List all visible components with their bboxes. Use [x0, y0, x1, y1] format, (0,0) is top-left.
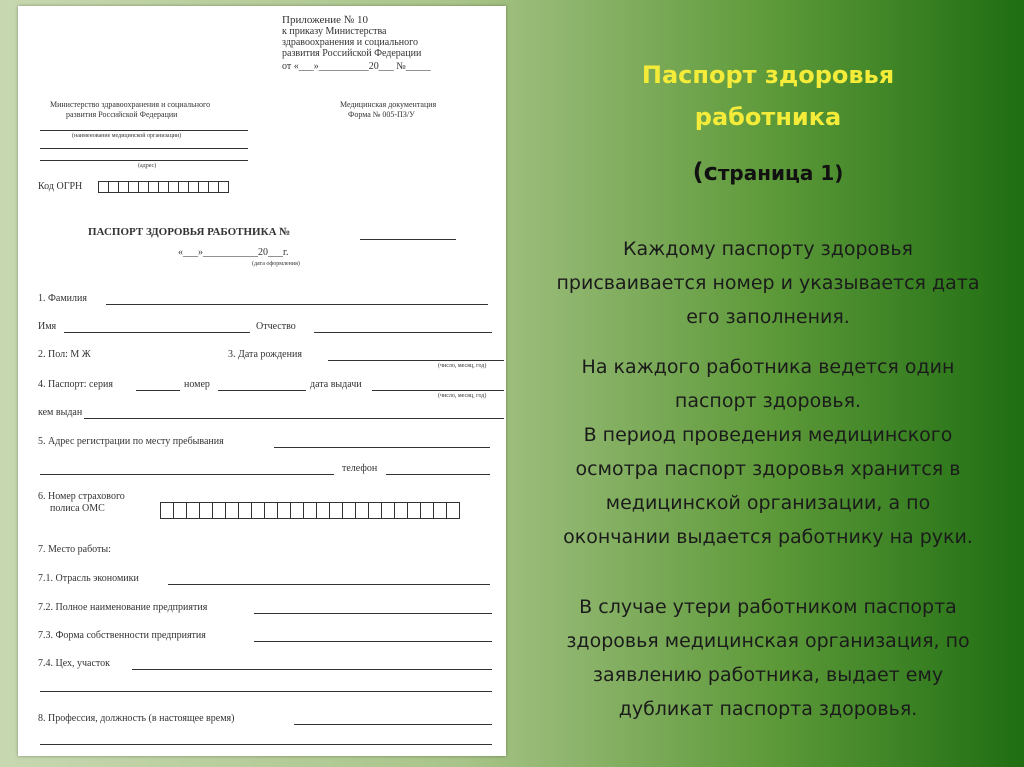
field-8-label: 8. Профессия, должность (в настоящее время): [38, 713, 235, 724]
policy-boxes: [160, 502, 459, 519]
medical-doc-line: Медицинская документация: [340, 100, 437, 109]
field-policy-label: 6. Номер страхового: [38, 491, 125, 502]
field-7-4-label: 7.4. Цех, участок: [38, 658, 111, 669]
field-policy-label: полиса ОМС: [50, 503, 105, 514]
field-issued-by-label: кем выдан: [38, 407, 83, 418]
caption-dmy: (число, месяц, год): [438, 363, 487, 369]
medical-doc-line: Форма № 005-ПЗ/У: [348, 110, 415, 119]
appendix-line: Приложение № 10: [282, 14, 369, 26]
appendix-line: от «___»__________20___ №_____: [282, 61, 431, 72]
field-workplace-label: 7. Место работы:: [38, 544, 111, 555]
panel-title-line: Паспорт здоровья: [641, 61, 895, 89]
paragraph-numbering: Каждому паспорту здоровья присваивается номер и указывается дата его заполнения.: [556, 238, 980, 328]
field-surname-label: 1. Фамилия: [38, 293, 87, 304]
field-name-label: Имя: [38, 321, 57, 332]
appendix-line: к приказу Министерства: [282, 26, 387, 37]
ministry-line: Министерство здравоохранения и социального: [50, 100, 211, 109]
ogrn-boxes: [98, 181, 228, 193]
field-birth-label: 3. Дата рождения: [228, 349, 302, 360]
date-caption: (дата оформления): [252, 261, 300, 267]
ogrn-label: Код ОГРН: [38, 181, 83, 192]
appendix-line: развития Российской Федерации: [282, 48, 422, 59]
field-patronymic-label: Отчество: [256, 321, 296, 332]
form-title: ПАСПОРТ ЗДОРОВЬЯ РАБОТНИКА №: [88, 226, 291, 238]
field-number-label: номер: [184, 379, 210, 390]
description-panel: [512, 0, 1024, 767]
passport-form-scan: [18, 6, 506, 756]
field-address-label: 5. Адрес регистрации по месту пребывания: [38, 436, 224, 447]
org-caption: (наименование медицинской организации): [72, 133, 182, 139]
field-issue-date-label: дата выдачи: [310, 379, 362, 390]
panel-subtitle: (страница 1): [692, 158, 844, 186]
appendix-line: здравоохранения и социального: [282, 37, 419, 48]
field-7-2-label: 7.2. Полное наименование предприятия: [38, 602, 208, 613]
caption-dmy: (число, месяц, год): [438, 393, 487, 399]
field-sex-label: 2. Пол: М Ж: [38, 349, 91, 360]
field-7-3-label: 7.3. Форма собственности предприятия: [38, 630, 206, 641]
paragraph-one-passport: На каждого работника ведется один паспорт здоровья. В период проведения медицинского осмотра паспорт здоровья хранится в медицинской организации, а по окончании выдается работнику на руки.: [563, 356, 973, 548]
field-passport-label: 4. Паспорт: серия: [38, 379, 113, 390]
field-phone-label: телефон: [342, 463, 378, 474]
panel-title-line: работника: [694, 103, 842, 131]
address-caption: (адрес): [138, 163, 157, 169]
paragraph-duplicate: В случае утери работником паспорта здоровья медицинская организация, по заявлению работника, выдает ему дубликат паспорта здоровья.: [566, 596, 970, 720]
form-date-line: «___»___________20___г.: [178, 247, 289, 258]
field-7-1-label: 7.1. Отрасль экономики: [38, 573, 139, 584]
ministry-line: развития Российской Федерации: [66, 110, 178, 119]
